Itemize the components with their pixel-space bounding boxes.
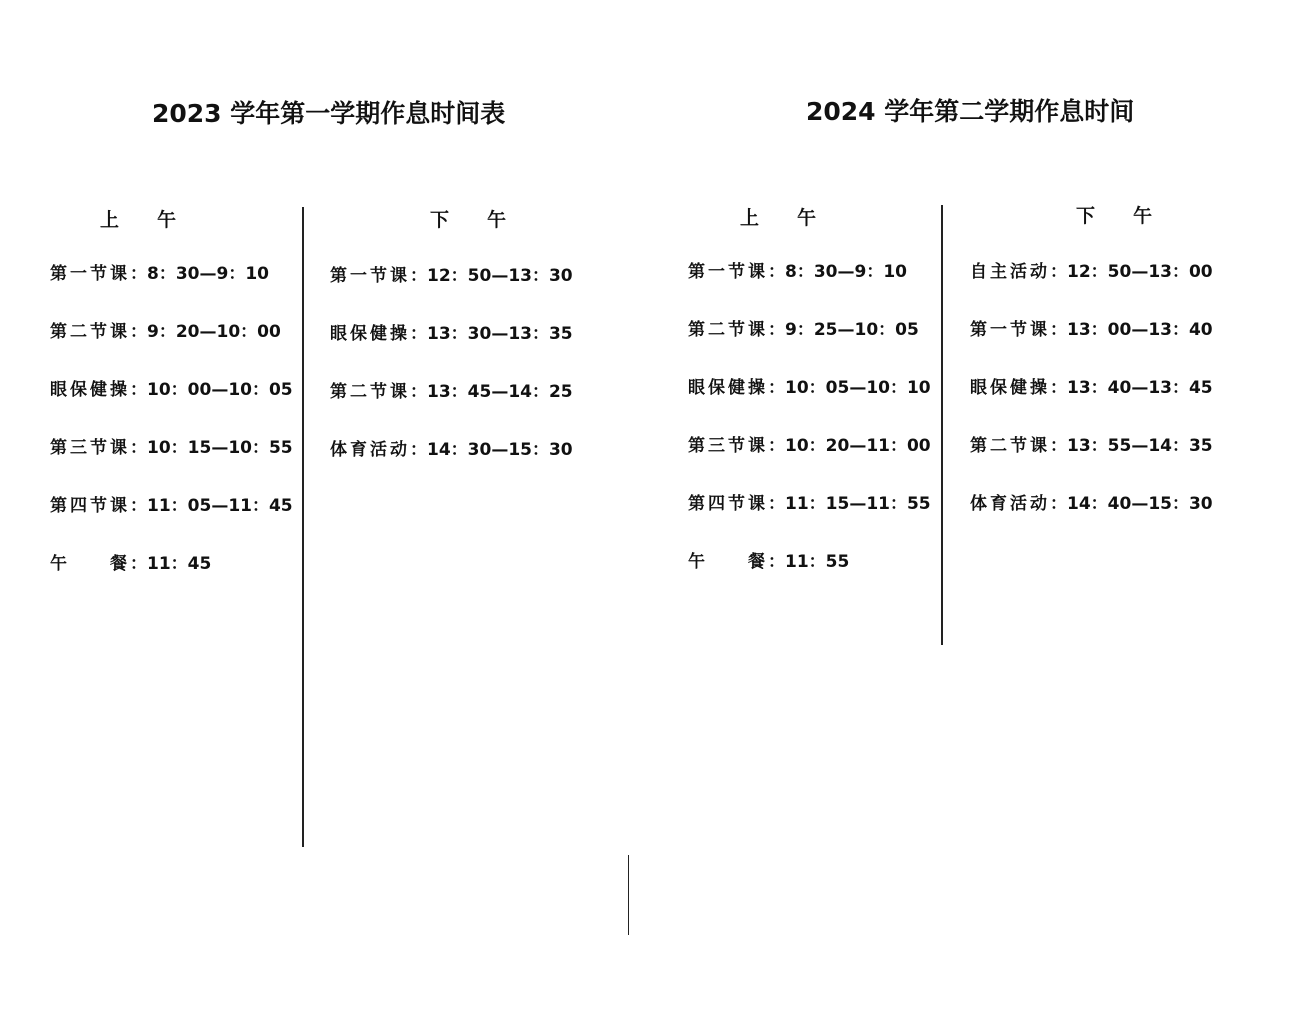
list-item (688, 318, 931, 376)
sheet1-morning-list (50, 262, 293, 610)
row-time: ：8：30—9：10 (130, 264, 269, 284)
sheet2-morning-heading: 上 午 (740, 207, 817, 229)
sheet1-afternoon-list (330, 264, 573, 496)
row-label: 第三节课 (50, 438, 130, 458)
list-item (330, 380, 573, 438)
list-item (50, 494, 293, 552)
list-item (688, 260, 931, 318)
row-label: 第二节课 (688, 320, 768, 340)
page-fold-divider (628, 855, 629, 935)
list-item (50, 436, 293, 494)
row-label: 第三节课 (688, 436, 768, 456)
row-label: 第一节课 (50, 264, 130, 284)
row-label: 午 餐 (50, 554, 130, 574)
row-time: ：10：20—11：00 (768, 436, 931, 456)
sheet2-afternoon-heading: 下 午 (1076, 205, 1153, 227)
row-time: ：13：40—13：45 (1050, 378, 1213, 398)
list-item (970, 318, 1213, 376)
row-time: ：9：20—10：00 (130, 322, 281, 342)
row-label: 眼保健操 (330, 324, 410, 344)
row-time: ：13：00—13：40 (1050, 320, 1213, 340)
row-label: 自主活动 (970, 262, 1050, 282)
row-time: ：8：30—9：10 (768, 262, 907, 282)
row-time: ：12：50—13：30 (410, 266, 573, 286)
list-item (50, 378, 293, 436)
sheet2-morning-list (688, 260, 931, 608)
row-label: 第一节课 (330, 266, 410, 286)
sheet2-divider (941, 205, 943, 645)
sheet1-title: 2023 学年第一学期作息时间表 (152, 99, 506, 128)
row-time: ：10：05—10：10 (768, 378, 931, 398)
list-item (688, 492, 931, 550)
sheet2-title: 2024 学年第二学期作息时间 (806, 97, 1135, 126)
row-label: 午 餐 (688, 552, 768, 572)
list-item (970, 434, 1213, 492)
row-label: 第二节课 (970, 436, 1050, 456)
list-item (688, 550, 931, 608)
row-time: ：10：00—10：05 (130, 380, 293, 400)
list-item (970, 492, 1213, 550)
row-label: 眼保健操 (970, 378, 1050, 398)
row-label: 第四节课 (50, 496, 130, 516)
row-time: ：9：25—10：05 (768, 320, 919, 340)
list-item (330, 438, 573, 496)
list-item (50, 320, 293, 378)
row-time: ：14：40—15：30 (1050, 494, 1213, 514)
row-label: 第一节课 (688, 262, 768, 282)
list-item (330, 322, 573, 380)
sheet1-divider (302, 207, 304, 847)
list-item (970, 376, 1213, 434)
sheet1-morning-heading: 上 午 (100, 209, 177, 231)
row-time: ：13：55—14：35 (1050, 436, 1213, 456)
row-label: 眼保健操 (688, 378, 768, 398)
list-item (688, 434, 931, 492)
row-time: ：14：30—15：30 (410, 440, 573, 460)
list-item (330, 264, 573, 322)
list-item (50, 552, 293, 610)
row-label: 第一节课 (970, 320, 1050, 340)
row-label: 体育活动 (970, 494, 1050, 514)
row-label: 第四节课 (688, 494, 768, 514)
list-item (50, 262, 293, 320)
list-item (970, 260, 1213, 318)
row-time: ：11：15—11：55 (768, 494, 931, 514)
sheet1-afternoon-heading: 下 午 (430, 209, 507, 231)
list-item (688, 376, 931, 434)
row-label: 第二节课 (50, 322, 130, 342)
row-time: ：13：45—14：25 (410, 382, 573, 402)
row-label: 眼保健操 (50, 380, 130, 400)
row-time: ：10：15—10：55 (130, 438, 293, 458)
row-time: ：12：50—13：00 (1050, 262, 1213, 282)
row-time: ：11：55 (768, 552, 850, 572)
row-time: ：11：05—11：45 (130, 496, 293, 516)
sheet2-afternoon-list (970, 260, 1213, 550)
row-time: ：11：45 (130, 554, 212, 574)
row-label: 体育活动 (330, 440, 410, 460)
row-time: ：13：30—13：35 (410, 324, 573, 344)
row-label: 第二节课 (330, 382, 410, 402)
